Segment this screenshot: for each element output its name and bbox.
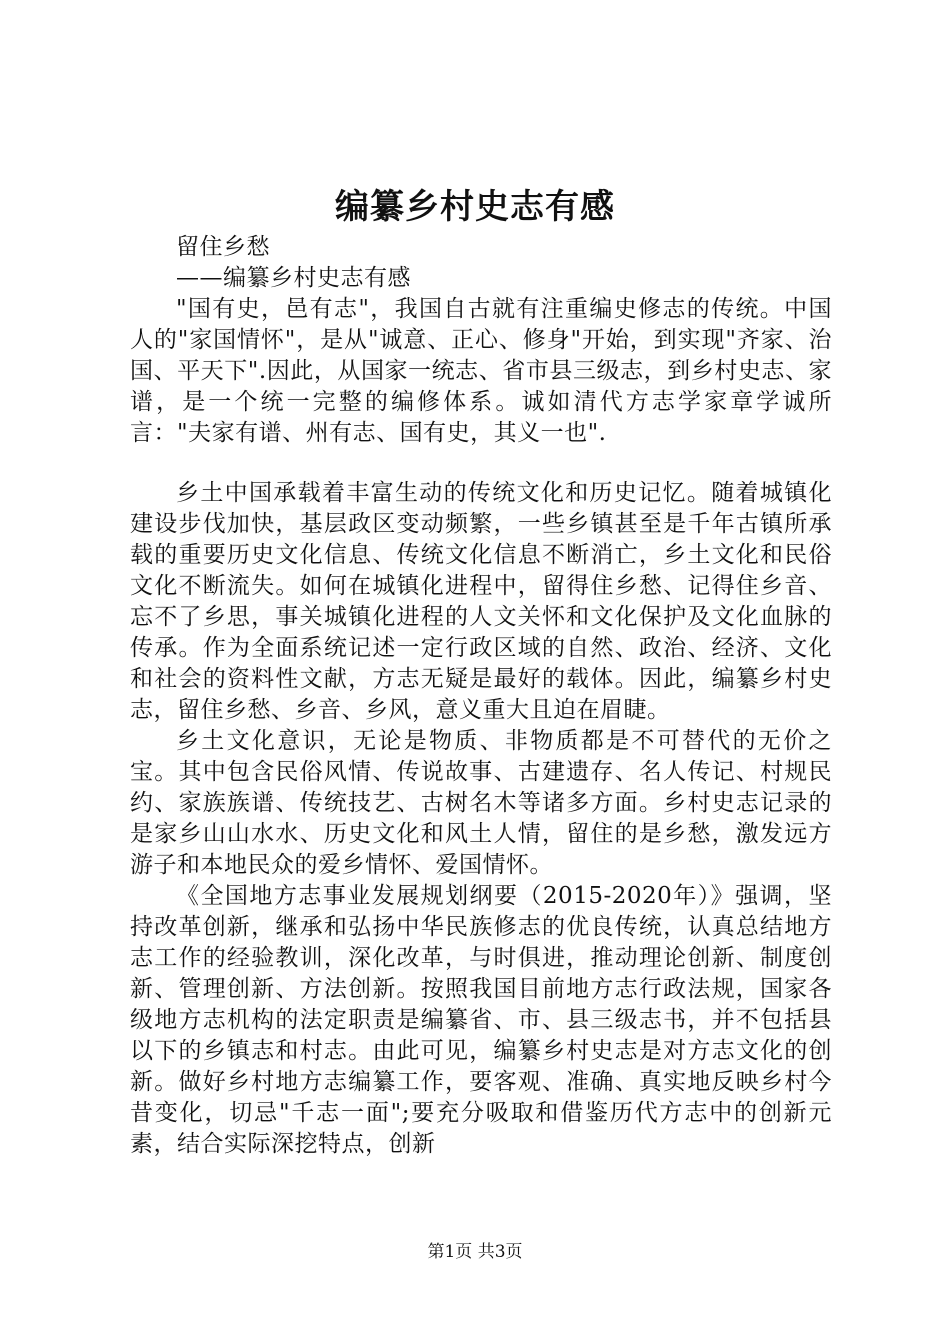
body-paragraph: 乡土中国承载着丰富生动的传统文化和历史记忆。随着城镇化建设步伐加快，基层政区变动频繁，一些乡镇甚至是千年古镇所承载的重要历史文化信息、传统文化信息不断消亡，乡土文化和民俗文化不断流失。如何在城镇化进程中，留得住乡愁、记得住乡音、忘不了乡思，事关城镇化进程的人文关怀和文化保护及文化血脉的传承。作为全面系统记述一定行政区域的自然、政治、经济、文化和社会的资料性文献，方志无疑是最好的载体。因此，编纂乡村史志，留住乡愁、乡音、乡风，意义重大且迫在眉睫。 bbox=[130, 480, 832, 723]
document-title: 编纂乡村史志有感 bbox=[335, 187, 615, 227]
subtitle-line: ——编纂乡村史志有感 bbox=[176, 265, 411, 291]
body-paragraph: "国有史，邑有志"，我国自古就有注重编史修志的传统。中国人的"家国情怀"，是从"诚意、正心、修身"开始，到实现"齐家、治国、平天下".因此，从国家一统志、省市县三级志，到乡村史志、家谱，是一个统一完整的编修体系。诚如清代方志学家章学诚所言："夫家有谱、州有志、国有史，其义一也". bbox=[130, 296, 832, 446]
page-footer: 第1页 共3页 bbox=[427, 1242, 523, 1262]
body-paragraph: 乡土文化意识，无论是物质、非物质都是不可替代的无价之宝。其中包含民俗风情、传说故事、古建遗存、名人传记、村规民约、家族族谱、传统技艺、古树名木等诸多方面。乡村史志记录的是家乡山山水水、历史文化和风土人情，留住的是乡愁，激发远方游子和本地民众的爱乡情怀、爱国情怀。 bbox=[130, 728, 832, 878]
body-paragraph: 《全国地方志事业发展规划纲要（2015-2020年）》强调，坚持改革创新，继承和弘扬中华民族修志的优良传统，认真总结地方志工作的经验教训，深化改革，与时俱进，推动理论创新、制度创新、管理创新、方法创新。按照我国目前地方志行政法规，国家各级地方志机构的法定职责是编纂省、市、县三级志书，并不包括县以下的乡镇志和村志。由此可见，编纂乡村史志是对方志文化的创新。做好乡村地方志编纂工作，要客观、准确、真实地反映乡村今昔变化，切忌"千志一面";要充分吸取和借鉴历代方志中的创新元素，结合实际深挖特点，创新 bbox=[130, 883, 832, 1157]
document-body bbox=[130, 232, 832, 1160]
subtitle-line: 留住乡愁 bbox=[176, 234, 270, 260]
